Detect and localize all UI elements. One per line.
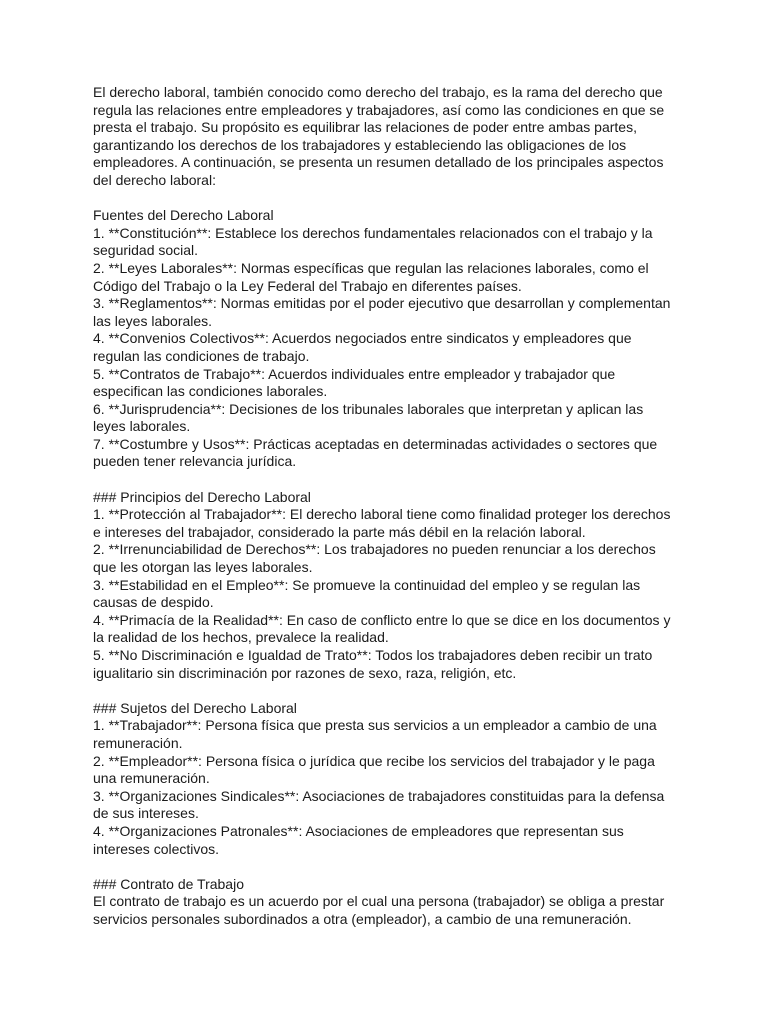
list-item: 5. **No Discriminación e Igualdad de Trato**: Todos los trabajadores deben recibir un trato igualitario sin discriminación por razones de sexo, raza, religión, etc. <box>93 647 657 681</box>
spacer <box>93 682 678 700</box>
section-heading-sujetos: ### Sujetos del Derecho Laboral <box>93 699 297 716</box>
spacer <box>93 471 678 489</box>
list-item: 3. **Estabilidad en el Empleo**: Se promueve la continuidad del empleo y se regulan las causas de despido. <box>93 576 645 611</box>
list-item: 1. **Trabajador**: Persona física que presta sus servicios a un empleador a cambio de una remuneración. <box>93 717 661 751</box>
list-item: 4. **Organizaciones Patronales**: Asociaciones de empleadores que representan sus intereses colectivos. <box>93 822 628 857</box>
list-item: 2. **Leyes Laborales**: Normas específicas que regulan las relaciones laborales, como el Código del Trabajo o la Ley Federal del Trabajo en diferentes países. <box>93 259 653 294</box>
list-item: 1. **Constitución**: Establece los derechos fundamentales relacionados con el trabajo y la seguridad social. <box>93 224 657 259</box>
list-item: 1. **Protección al Trabajador**: El derecho laboral tiene como finalidad proteger los derechos e intereses del trabajador, considerado la parte más débil en la relación laboral. <box>93 506 675 540</box>
list-item: 7. **Costumbre y Usos**: Prácticas aceptadas en determinadas actividades o sectores que pueden tener relevancia jurídica. <box>93 435 662 470</box>
body-paragraph: El contrato de trabajo es un acuerdo por el cual una persona (trabajador) se obliga a prestar servicios personales subordinados a otra (empleador), a cambio de una remuneración. <box>93 893 669 927</box>
list-item: 5. **Contratos de Trabajo**: Acuerdos individuales entre empleador y trabajador que especifican las condiciones laborales. <box>93 365 620 400</box>
spacer <box>93 190 678 208</box>
list-item: 6. **Jurisprudencia**: Decisiones de los tribunales laborales que interpretan y aplican las leyes laborales. <box>93 400 648 435</box>
section-heading-fuentes: Fuentes del Derecho Laboral <box>93 207 274 224</box>
section-heading-contrato: ### Contrato de Trabajo <box>93 875 244 892</box>
intro-paragraph: El derecho laboral, también conocido como derecho del trabajo, es la rama del derecho que regula las relaciones entre empleadores y trabajadores, así como las condiciones en que se presta el trabajo. Su propósito es equilibrar las relaciones de poder entre ambas partes, garantizando los derechos de los trabajadores y estableciendo las obligaciones de los empleadores. A continuación, se presenta un resumen detallado de los principales aspectos del derecho laboral: <box>93 84 669 188</box>
list-item: 4. **Convenios Colectivos**: Acuerdos negociados entre sindicatos y empleadores que regulan las condiciones de trabajo. <box>93 330 636 364</box>
list-item: 4. **Primacía de la Realidad**: En caso de conflicto entre lo que se dice en los documentos y la realidad de los hechos, prevalece la realidad. <box>93 611 675 646</box>
section-heading-principios: ### Principios del Derecho Laboral <box>93 488 311 505</box>
list-item: 3. **Reglamentos**: Normas emitidas por el poder ejecutivo que desarrollan y complementan las leyes laborales. <box>93 295 675 329</box>
spacer <box>93 858 678 876</box>
list-item: 2. **Irrenunciabilidad de Derechos**: Los trabajadores no pueden renunciar a los derechos que les otorgan las leyes laborales. <box>93 541 660 576</box>
list-item: 3. **Organizaciones Sindicales**: Asociaciones de trabajadores constituidas para la defensa de sus intereses. <box>93 787 669 822</box>
list-item: 2. **Empleador**: Persona física o jurídica que recibe los servicios del trabajador y le paga una remuneración. <box>93 752 659 787</box>
